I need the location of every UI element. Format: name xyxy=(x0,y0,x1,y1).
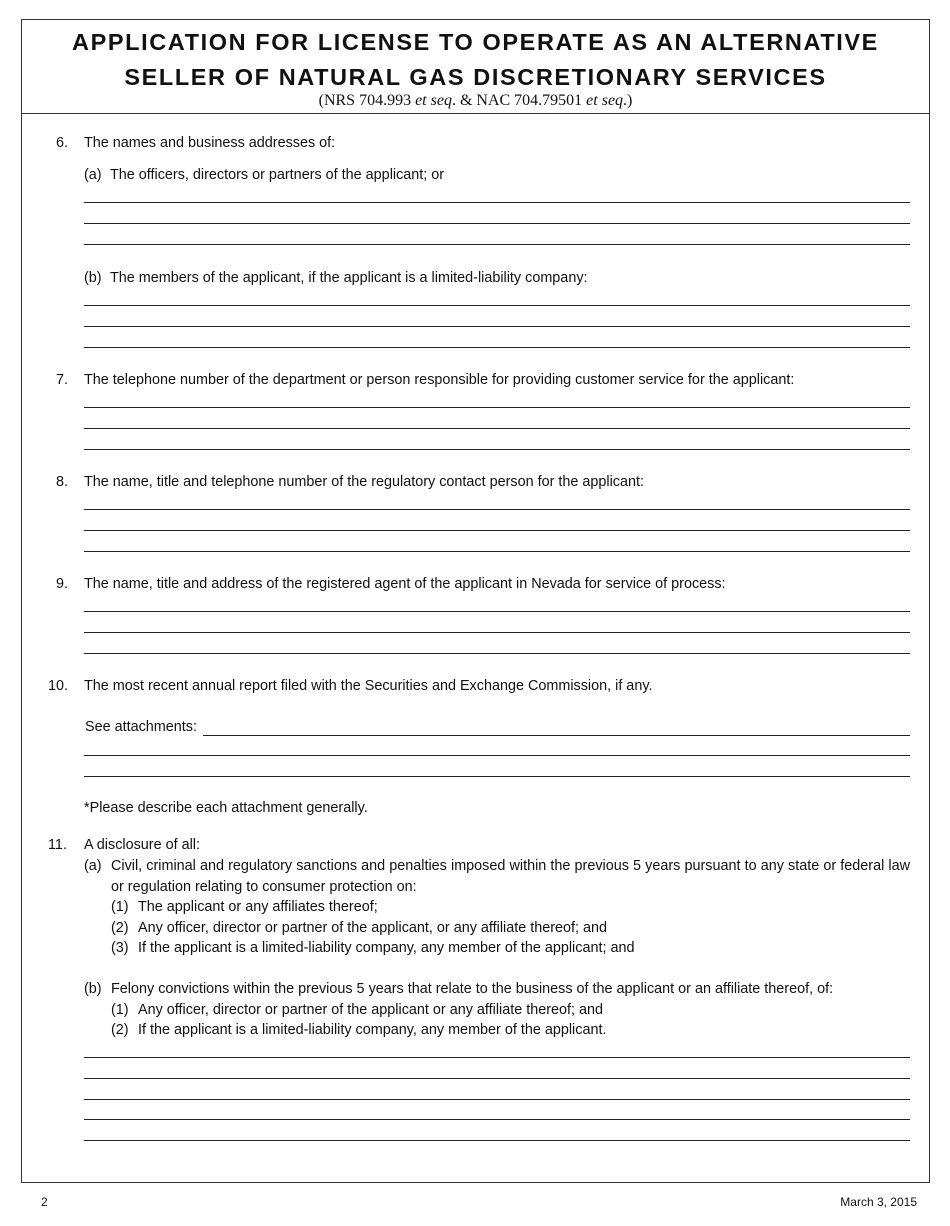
item-11a1-text: The applicant or any affiliates thereof; xyxy=(138,899,378,915)
item-11a3-text: If the applicant is a limited-liability company, any member of the applicant; and xyxy=(138,940,635,956)
item-8-text: The name, title and telephone number of the regulatory contact person for the applicant: xyxy=(84,474,644,490)
page-number: 2 xyxy=(41,1195,48,1209)
item-11-answer-line[interactable] xyxy=(84,1078,910,1079)
item-11b2-text: If the applicant is a limited-liability company, any member of the applicant. xyxy=(138,1022,607,1038)
item-11-answer-line[interactable] xyxy=(84,1140,910,1141)
item-11b1-label: (1) xyxy=(111,1002,129,1018)
item-10-answer-line[interactable] xyxy=(84,776,910,777)
item-6b-answer-line[interactable] xyxy=(84,305,910,306)
item-6b-label: (b) xyxy=(84,270,102,286)
form-title-line-2: SELLER OF NATURAL GAS DISCRETIONARY SERVICES xyxy=(124,64,827,90)
statute-citation: (NRS 704.993 et seq. & NAC 704.79501 et seq.) xyxy=(318,92,633,109)
item-9-number: 9. xyxy=(56,576,69,592)
item-11-answer-line[interactable] xyxy=(84,1057,910,1058)
item-9-answer-line[interactable] xyxy=(84,653,910,654)
attachment-note: *Please describe each attachment generally. xyxy=(84,800,368,816)
item-7-number: 7. xyxy=(56,372,69,388)
item-6a-text: The officers, directors or partners of the applicant; or xyxy=(110,167,445,183)
item-9-text: The name, title and address of the registered agent of the applicant in Nevada for service of process: xyxy=(84,576,726,592)
item-8-number: 8. xyxy=(56,474,69,490)
item-6-number: 6. xyxy=(56,135,69,151)
item-7-answer-line[interactable] xyxy=(84,428,910,429)
item-10-text: The most recent annual report filed with the Securities and Exchange Commission, if any. xyxy=(84,678,653,694)
revision-date: March 3, 2015 xyxy=(840,1195,917,1209)
item-6b-answer-line[interactable] xyxy=(84,326,910,327)
item-11a3-label: (3) xyxy=(111,940,129,956)
item-8-answer-line[interactable] xyxy=(84,509,910,510)
item-11-text: A disclosure of all: xyxy=(84,837,200,853)
item-7-text: The telephone number of the department or person responsible for providing customer service for the applicant: xyxy=(84,372,795,388)
item-9-answer-line[interactable] xyxy=(84,611,910,612)
item-6a-answer-line[interactable] xyxy=(84,202,910,203)
item-11b-text: Felony convictions within the previous 5 years that relate to the business of the applicant or an affiliate thereof, of: xyxy=(111,981,834,997)
item-7-answer-line[interactable] xyxy=(84,449,910,450)
item-11a2-label: (2) xyxy=(111,920,129,936)
form-title-line-1: APPLICATION FOR LICENSE TO OPERATE AS AN ALTERNATIVE xyxy=(72,29,879,55)
item-11a2-text: Any officer, director or partner of the applicant, or any affiliate thereof; and xyxy=(138,920,608,936)
item-10-number: 10. xyxy=(48,678,69,694)
item-6a-answer-line[interactable] xyxy=(84,244,910,245)
item-11a-text: Civil, criminal and regulatory sanctions and penalties imposed within the previous 5 years pursuant to any state or federal law or regulation relating to consumer protection on: xyxy=(111,858,910,895)
item-6b-answer-line[interactable] xyxy=(84,347,910,348)
see-attachments-label: See attachments: xyxy=(85,719,197,735)
item-6b-text: The members of the applicant, if the applicant is a limited-liability company: xyxy=(110,270,588,286)
item-11a1-label: (1) xyxy=(111,899,129,915)
item-11b1-text: Any officer, director or partner of the applicant or any affiliate thereof; and xyxy=(138,1002,604,1018)
item-11b2-label: (2) xyxy=(111,1022,129,1038)
item-10-answer-line[interactable] xyxy=(84,755,910,756)
item-8-answer-line[interactable] xyxy=(84,551,910,552)
item-11b-label: (b) xyxy=(84,981,102,997)
item-6a-answer-line[interactable] xyxy=(84,223,910,224)
see-attachments-answer-line[interactable] xyxy=(203,735,910,736)
item-6a-label: (a) xyxy=(84,167,102,183)
item-11a-label: (a) xyxy=(84,858,102,874)
item-7-answer-line[interactable] xyxy=(84,407,910,408)
item-8-answer-line[interactable] xyxy=(84,530,910,531)
item-11-number: 11. xyxy=(48,837,67,853)
item-6-text: The names and business addresses of: xyxy=(84,135,336,151)
item-11-answer-line[interactable] xyxy=(84,1099,910,1100)
form-header xyxy=(22,20,929,114)
item-9-answer-line[interactable] xyxy=(84,632,910,633)
item-11-answer-line[interactable] xyxy=(84,1119,910,1120)
